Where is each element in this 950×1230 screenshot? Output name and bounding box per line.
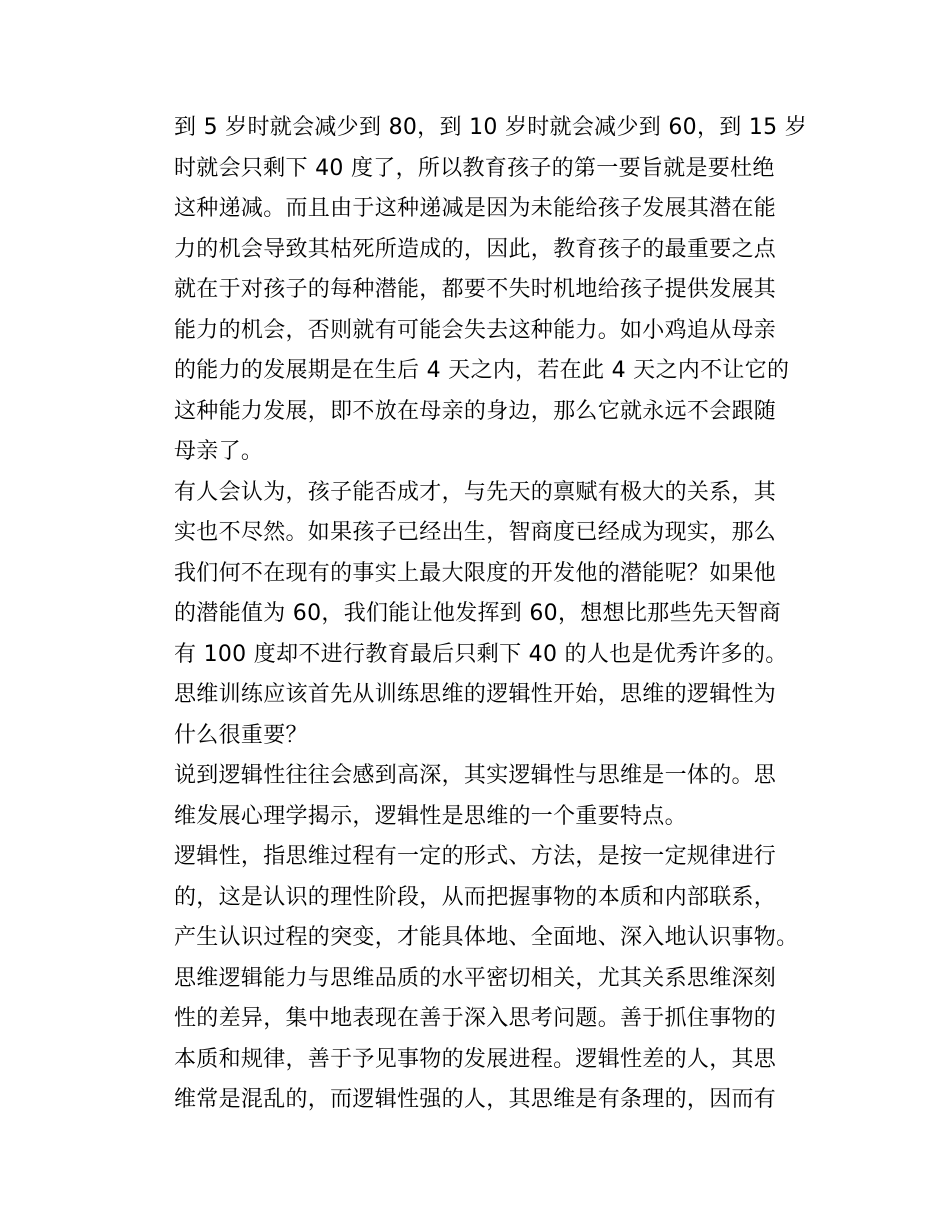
text-line: 产生认识过程的突变，才能具体地、全面地、深入地认识事物。 — [174, 925, 799, 950]
text-line: 维常是混乱的，而逻辑性强的人，其思维是有条理的，因而有 — [174, 1087, 777, 1112]
text-line: 我们何不在现有的事实上最大限度的开发他的潜能呢？如果他 — [174, 560, 777, 586]
text-line: 什么很重要？ — [174, 722, 308, 748]
text-line: 力的机会导致其枯死所造成的，因此，教育孩子的最重要之点 — [174, 236, 777, 262]
text-line: 这种能力发展，即不放在母亲的身边，那么它就永远不会跟随 — [174, 398, 777, 424]
text-line: 思维训练应该首先从训练思维的逻辑性开始，思维的逻辑性为 — [174, 682, 777, 707]
text-line: 性的差异，集中地表现在善于深入思考问题。善于抓住事物的 — [174, 1006, 777, 1031]
body-text — [174, 108, 834, 1121]
text-line: 有人会认为，孩子能否成才，与先天的禀赋有极大的关系，其 — [174, 479, 777, 505]
text-line: 的能力的发展期是在生后 4 天之内，若在此 4 天之内不让它的 — [174, 358, 790, 383]
text-line: 说到逻辑性往往会感到高深，其实逻辑性与思维是一体的。思 — [174, 763, 777, 788]
text-line: 维发展心理学揭示，逻辑性是思维的一个重要特点。 — [174, 803, 687, 829]
text-line: 这种递减。而且由于这种递减是因为未能给孩子发展其潜在能 — [174, 196, 777, 221]
text-line: 实也不尽然。如果孩子已经出生，智商度已经成为现实，那么 — [174, 520, 777, 545]
text-line: 能力的机会，否则就有可能会失去这种能力。如小鸡追从母亲 — [174, 317, 777, 343]
text-line: 的潜能值为 60，我们能让他发挥到 60，想想比那些先天智商 — [174, 601, 781, 626]
text-line: 时就会只剩下 40 度了，所以教育孩子的第一要旨就是要杜绝 — [174, 155, 775, 181]
text-line: 母亲了。 — [174, 439, 264, 464]
text-line: 到 5 岁时就会减少到 80，到 10 岁时就会减少到 60，到 15 岁 — [174, 115, 808, 140]
text-line: 的，这是认识的理性阶段，从而把握事物的本质和内部联系， — [174, 884, 777, 910]
text-line: 有 100 度却不进行教育最后只剩下 40 的人也是优秀许多的。 — [174, 641, 788, 667]
text-line: 就在于对孩子的每种潜能，都要不失时机地给孩子提供发展其 — [174, 277, 777, 302]
text-line: 思维逻辑能力与思维品质的水平密切相关，尤其关系思维深刻 — [174, 965, 777, 991]
text-line: 逻辑性，指思维过程有一定的形式、方法，是按一定规律进行 — [174, 844, 777, 869]
text-line: 本质和规律，善于予见事物的发展进程。逻辑性差的人，其思 — [174, 1046, 777, 1072]
